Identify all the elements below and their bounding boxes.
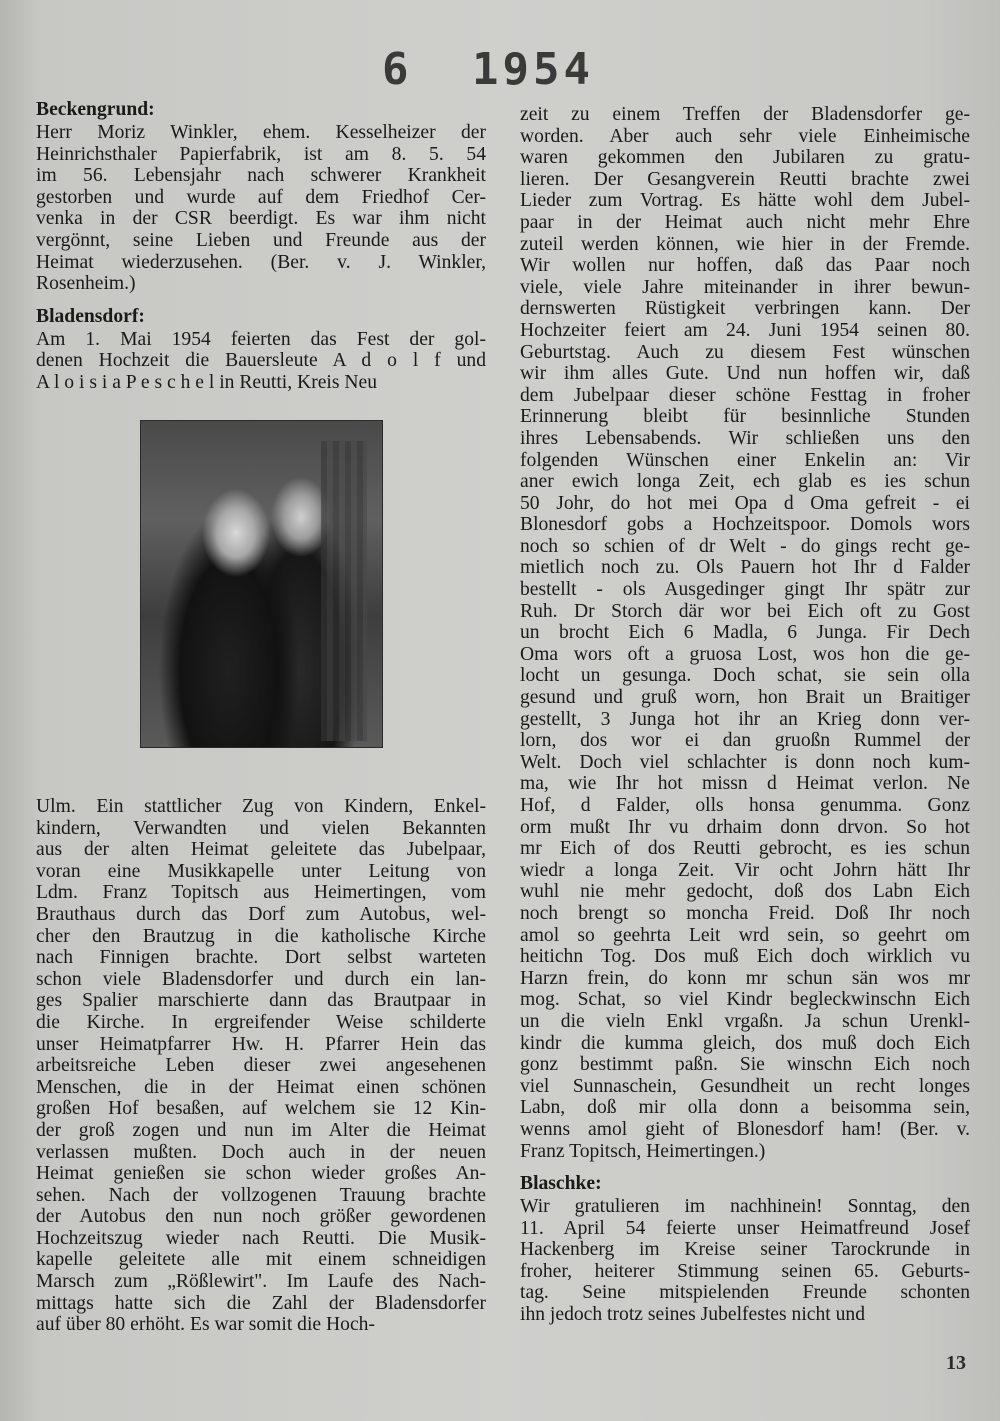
text-line: aner ewich longa Zeit, ech glab es ies schun [520,471,970,493]
text-line: bestellt - ols Ausgedinger gingt Ihr spätr zur [520,579,970,601]
section-gap [36,295,486,305]
text-line: folgenden Wünschen einer Enkelin an: Vir [520,449,970,471]
text-line: wir ihm alles Gute. Und nun hoffen wir, daß [520,363,970,385]
text-line: viele, viele Jahre miteinander in ihrer bewun- [520,276,970,298]
text-line: auf über 80 erhöht. Es war somit die Hoch- [36,1314,375,1336]
text-line: worden. Aber auch sehr viele Einheimische [520,125,970,147]
text-line: kindern, Verwandten und vielen Bekannten [36,817,486,839]
text-line: Heimat wiederzusehen. (Ber. v. J. Winkler, [36,251,486,273]
text-line: nach Finnigen brachte. Dort selbst warteten [36,947,486,969]
text-line: mog. Schat, so viel Kindr begleckwinschn Eich [520,989,970,1011]
text-line: orm mußt Ihr vu drhaim donn drvon. So hot [520,816,970,838]
text-line: ges Spalier marschierte dann das Brautpaar in [36,990,486,1012]
text-line: Hof, d Falder, olls honsa genumma. Gonz [520,795,970,816]
page-number: 13 [946,1352,966,1374]
text-line: noch brengt so moncha Freid. Doß Ihr noch [520,902,970,924]
text-line: Menschen, die in der Heimat einen schönen [36,1076,486,1098]
text-line: Hochzeiter feiert am 24. Juni 1954 seinen 80. [520,319,970,341]
text-line: denen Hochzeit die Bauersleute A d o l f und [36,350,486,372]
text-line: ihres Lebensabends. Wir schließen uns den [520,427,970,449]
text-line: voran eine Musikkapelle unter Leitung von [36,860,486,882]
text-line: wiedr a longa Zeit. Vir ocht Johrn hätt Ihr [520,859,970,881]
text-line: gonz bestimmt paßn. Sie winschn Eich noch [520,1054,970,1076]
text-line: tag. Seine mitspielenden Freunde schonten [520,1282,970,1304]
text-line: dernswerten Rüstigkeit verbringen kann. Der [520,298,970,320]
text-line: zuteil werden können, wie hier in der Fremde. [520,233,970,255]
section-heading: Blaschke: [520,1173,602,1195]
text-line: un brocht Eich 6 Madla, 6 Junga. Fir Dech [520,622,970,644]
text-line: lorn, dos wor ei dan gruoßn Rummel der [520,730,970,752]
text-line: wuhl nie mehr gedocht, doß dos Labn Eich [520,881,970,903]
text-line: sehen. Nach der vollzogenen Trauung brachte [36,1184,486,1206]
left-column-bottom [36,796,486,1336]
text-line: mittags hatte sich die Zahl der Bladensdorfer [36,1292,486,1314]
text-line: im 56. Lebensjahr nach schwerer Krankheit [36,165,486,187]
text-line: Hackenberg im Kreise seiner Tarockrunde in [520,1239,970,1261]
text-line: Hochzeitszug wieder nach Reutti. Die Musik- [36,1227,486,1249]
text-line: Rosenheim.) [36,273,136,295]
text-line: verlassen mußten. Doch auch in der neuen [36,1141,486,1163]
text-line: Heinrichsthaler Papierfabrik, ist am 8. 5. 54 [36,143,486,165]
text-line: Ruh. Dr Storch där wor bei Eich oft zu Gost [520,600,970,622]
text-line: großen Hof besaßen, auf welchem sie 12 Kin- [36,1098,486,1120]
text-line: viel Sunnaschein, Gesundheit un recht longes [520,1075,970,1097]
text-line: A l o i s i a P e s c h e l in Reutti, Kreis Neu [36,371,378,393]
issue-number: 6 [382,44,413,95]
section-gap [520,1162,970,1172]
text-line: die Kirche. In ergreifender Weise schilderte [36,1011,486,1033]
text-line: gestorben und wurde auf dem Friedhof Cer- [36,186,486,208]
text-line: Wir gratulieren im nachhinein! Sonntag, den [520,1196,970,1218]
text-line: mietlich noch zu. Ols Pauern hot Ihr d Falder [520,557,970,579]
text-line: Welt. Doch viel schlachter is donn noch kum- [520,751,970,773]
text-line: aus der alten Heimat geleitete das Jubelpaar, [36,839,486,861]
section-heading: Beckengrund: [36,99,155,120]
text-line: Marsch zum „Rößlewirt". Im Laufe des Nach- [36,1271,486,1293]
text-line: gesund und gruß worn, hon Brait un Braitiger [520,687,970,709]
text-line: lieren. Der Gesangverein Reutti brachte zwei [520,168,970,190]
text-line: Herr Moriz Winkler, ehem. Kesselheizer der [36,122,486,143]
text-line: Geburtstag. Auch zu diesem Fest wünschen [520,341,970,363]
text-line: schon viele Bladensdorfer und durch ein lan- [36,968,486,990]
text-line: mr Eich of dos Reutti gebrocht, es ies schun [520,838,970,860]
left-column-top [36,98,486,394]
text-line: amol so geehrta Leit wrd sein, so geehrt om [520,924,970,946]
photo-door-detail [321,441,367,741]
right-column [520,104,970,1326]
text-line: Blonesdorf gobs a Hochzeitspoor. Domols wors [520,514,970,536]
issue-header [380,44,620,94]
text-line: ihn jedoch trotz seines Jubelfestes nicht und [520,1304,865,1326]
text-line: Ulm. Ein stattlicher Zug von Kindern, Enkel- [36,796,486,817]
text-line: Am 1. Mai 1954 feierten das Fest der gol- [36,328,486,350]
text-line: cher den Brautzug in die katholische Kirche [36,925,486,947]
text-line: Labn, doß mir olla donn a beisomma sein, [520,1097,970,1119]
text-line: der Autobus den nun noch größer gewordenen [36,1206,486,1228]
text-line: waren gekommen den Jubilaren zu gratu- [520,147,970,169]
text-line: Heimat genießen sie schon wieder großes An- [36,1163,486,1185]
text-line: 50 Johr, do hot mei Opa d Oma gefreit - ei [520,492,970,514]
text-line: noch so schien of dr Welt - do gings recht ge- [520,535,970,557]
text-line: arbeitsreiche Leben dieser zwei angesehenen [36,1055,486,1077]
text-line: Erinnerung bleibt für besinnliche Stunden [520,406,970,428]
text-line: heitichn Tog. Dos muß Eich doch wirklich vu [520,946,970,968]
text-line: ma, wie Ihr hot missn d Heimat verlon. Ne [520,773,970,795]
text-line: Franz Topitsch, Heimertingen.) [520,1140,766,1162]
text-line: locht un gesunga. Doch schat, sie sein olla [520,665,970,687]
text-line: 11. April 54 feierte unser Heimatfreund Josef [520,1217,970,1239]
text-line: kindr die kumma gleich, dos muß doch Eich [520,1032,970,1054]
text-line: unser Heimatpfarrer Hw. H. Pfarrer Hein das [36,1033,486,1055]
text-line: Lieder zum Vortrag. Es hätte wohl dem Jubel- [520,190,970,212]
issue-year: 1954 [472,44,594,95]
text-line: der groß zogen und nun im Alter die Heimat [36,1119,486,1141]
section-heading: Bladensdorf: [36,305,145,327]
text-line: Brauthaus durch das Dorf zum Autobus, wel- [36,903,486,925]
text-line: un die vieln Enkl vrgaßn. Ja schun Urenkl- [520,1010,970,1032]
text-line: dem Jubelpaar dieser schöne Festtag in froher [520,384,970,406]
text-line: froher, heiterer Stimmung seinen 65. Geburts- [520,1260,970,1282]
text-line: Oma wors oft a gruosa Lost, wos hon die ge- [520,643,970,665]
text-line: vergönnt, seine Lieben und Freunde aus der [36,229,486,251]
text-line: Ldm. Franz Topitsch aus Heimertingen, vom [36,882,486,904]
text-line: kapelle geleitete alle mit einem schneidigen [36,1249,486,1271]
text-line: gestellt, 3 Junga hot ihr an Krieg donn ver- [520,708,970,730]
text-line: paar in der Heimat auch nicht mehr Ehre [520,211,970,233]
text-line: Wir wollen nur hoffen, daß das Paar noch [520,255,970,277]
text-line: wenns amol gieht of Blonesdorf ham! (Ber. v. [520,1118,970,1140]
photo-jubilee-couple [140,420,383,748]
text-line: venka in der CSR beerdigt. Es war ihm nicht [36,208,486,230]
text-line: zeit zu einem Treffen der Bladensdorfer ge- [520,104,970,125]
text-line: Harzn frein, do konn mr schun sän wos mr [520,967,970,989]
